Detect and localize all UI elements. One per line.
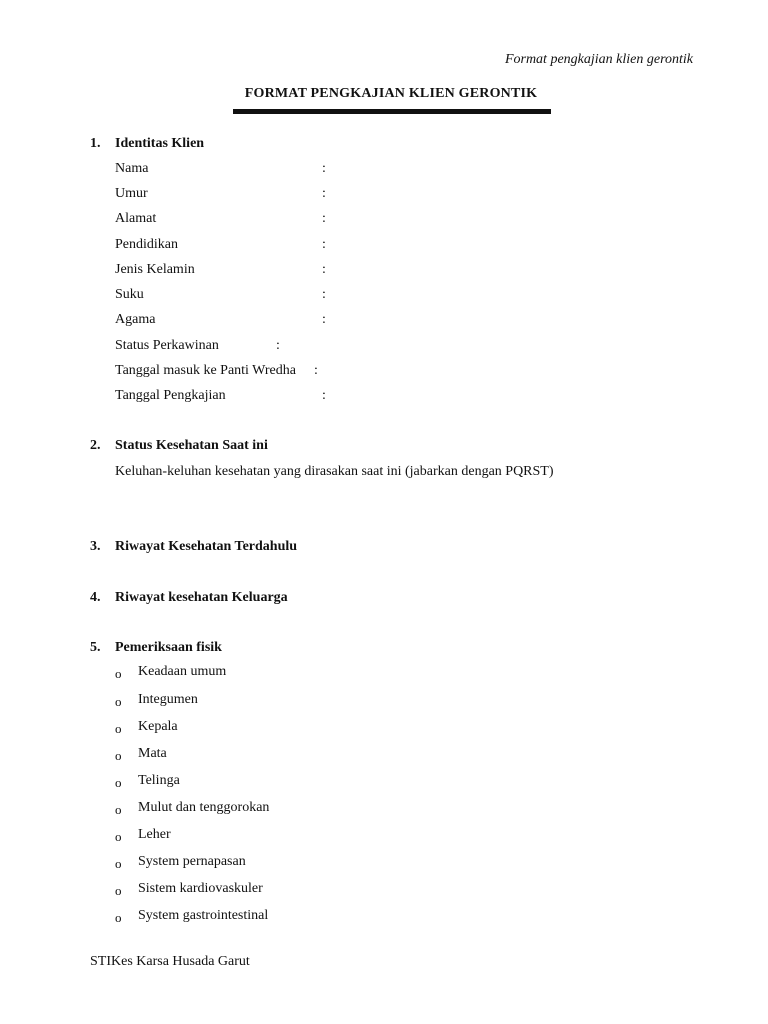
field-colon-nama: : [322, 161, 326, 176]
section-number-3: 3. [90, 539, 101, 554]
field-label-agama: Agama [115, 312, 156, 327]
section-number-4: 4. [90, 590, 101, 605]
field-colon-alamat: : [322, 211, 326, 226]
bullet-marker: o [115, 666, 122, 681]
bullet-marker: o [115, 829, 122, 844]
exam-item-kepala: Kepala [138, 719, 178, 734]
section-number-2: 2. [90, 438, 101, 453]
field-label-tanggal-masuk: Tanggal masuk ke Panti Wredha [115, 363, 296, 378]
field-label-suku: Suku [115, 287, 144, 302]
exam-item-telinga: Telinga [138, 773, 180, 788]
bullet-marker: o [115, 802, 122, 817]
field-label-umur: Umur [115, 186, 148, 201]
section-title-riwayat-terdahulu: Riwayat Kesehatan Terdahulu [115, 539, 298, 554]
field-label-alamat: Alamat [115, 211, 157, 226]
exam-item-system-gastrointestinal: System gastrointestinal [138, 908, 269, 923]
section-title-riwayat-keluarga: Riwayat kesehatan Keluarga [115, 590, 288, 605]
health-status-description: Keluhan-keluhan kesehatan yang dirasakan saat ini (jabarkan dengan PQRST) [115, 464, 554, 479]
bullet-marker: o [115, 694, 122, 709]
field-colon-agama: : [322, 312, 326, 327]
section-number-5: 5. [90, 640, 101, 655]
field-colon-status-perkawinan: : [276, 338, 280, 353]
section-title-status-kesehatan: Status Kesehatan Saat ini [115, 438, 268, 453]
header-note: Format pengkajian klien gerontik [504, 52, 693, 67]
exam-item-keadaan-umum: Keadaan umum [138, 664, 227, 679]
field-colon-jenis-kelamin: : [322, 262, 326, 277]
exam-item-mata: Mata [138, 746, 167, 761]
section-title-identitas: Identitas Klien [115, 136, 205, 151]
exam-item-integumen: Integumen [138, 692, 198, 707]
bullet-marker: o [115, 748, 122, 763]
footer-institution: STIKes Karsa Husada Garut [90, 954, 250, 969]
field-label-tanggal-pengkajian: Tanggal Pengkajian [115, 388, 226, 403]
bullet-marker: o [115, 883, 122, 898]
section-number-1: 1. [90, 136, 101, 151]
field-label-nama: Nama [115, 161, 149, 176]
exam-item-system-pernapasan: System pernapasan [138, 854, 246, 869]
field-label-jenis-kelamin: Jenis Kelamin [115, 262, 195, 277]
exam-item-sistem-kardiovaskuler: Sistem kardiovaskuler [138, 881, 263, 896]
exam-item-leher: Leher [138, 827, 171, 842]
exam-item-mulut-tenggorokan: Mulut dan tenggorokan [138, 800, 270, 815]
section-title-pemeriksaan-fisik: Pemeriksaan fisik [115, 640, 222, 655]
document-title: FORMAT PENGKAJIAN KLIEN GERONTIK [244, 86, 538, 101]
bullet-marker: o [115, 721, 122, 736]
field-colon-umur: : [322, 186, 326, 201]
bullet-marker: o [115, 856, 122, 871]
field-label-pendidikan: Pendidikan [115, 237, 178, 252]
title-underline [233, 109, 551, 114]
field-label-status-perkawinan: Status Perkawinan [115, 338, 219, 353]
field-colon-suku: : [322, 287, 326, 302]
bullet-marker: o [115, 775, 122, 790]
bullet-marker: o [115, 910, 122, 925]
field-colon-tanggal-masuk: : [314, 363, 318, 378]
field-colon-pendidikan: : [322, 237, 326, 252]
field-colon-tanggal-pengkajian: : [322, 388, 326, 403]
